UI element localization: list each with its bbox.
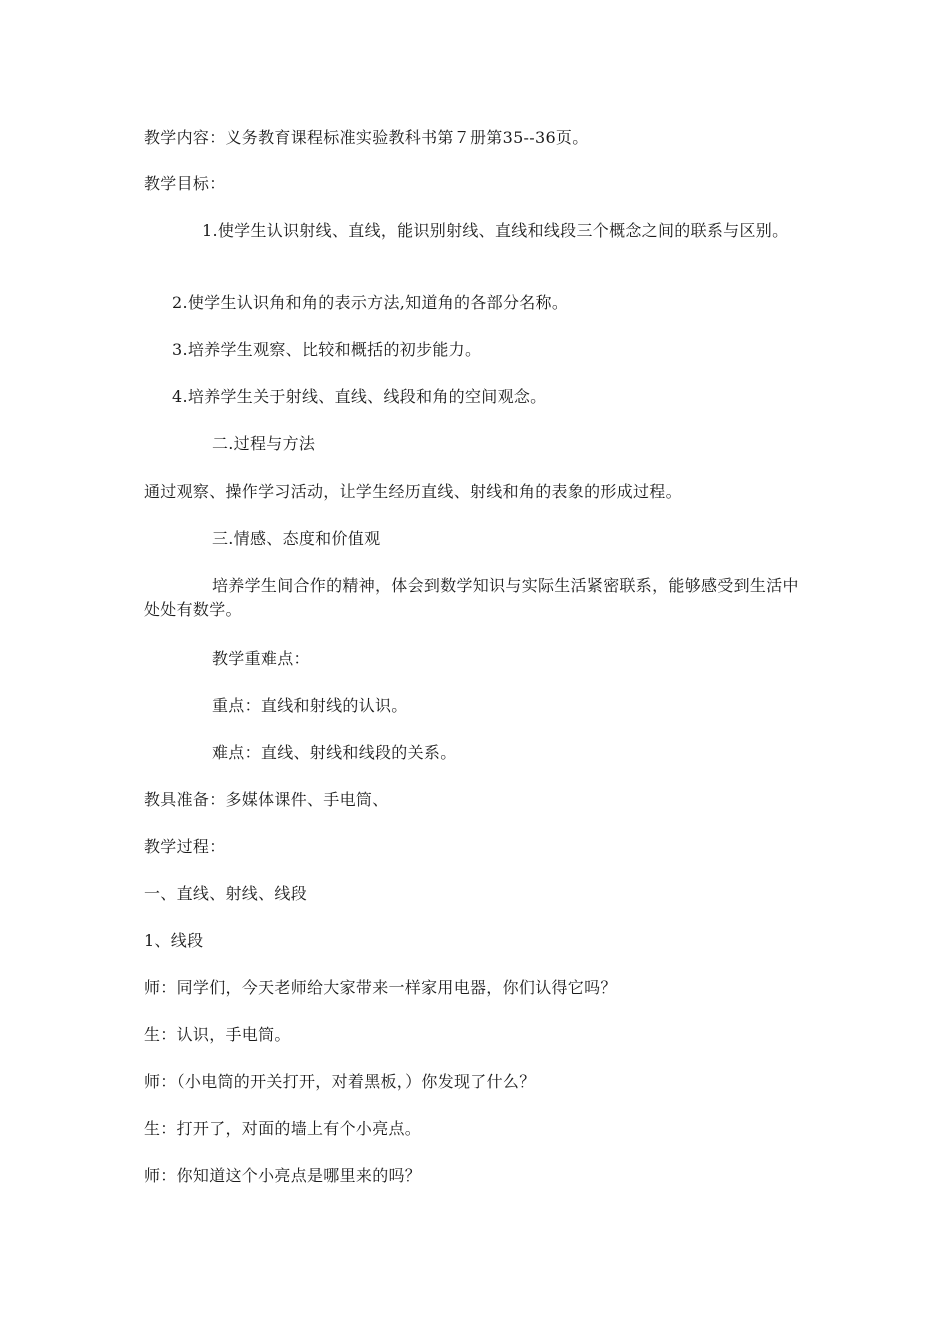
teaching-aids-line: 教具准备：多媒体课件、手电筒、 [144, 790, 389, 809]
dialogue-line: 师：同学们，今天老师给大家带来一样家用电器，你们认得它吗？ [144, 978, 617, 997]
process-method-text: 通过观察、操作学习活动，让学生经历直线、射线和角的表象的形成过程。 [144, 482, 682, 501]
dialogue-line: 生：打开了，对面的墙上有个小亮点。 [144, 1119, 422, 1138]
emotion-attitude-heading: 三.情感、态度和价值观 [212, 529, 381, 548]
teaching-process-heading: 教学过程： [144, 837, 226, 856]
dialogue-line: 师：（小电筒的开关打开，对着黑板，）你发现了什么？ [144, 1072, 536, 1091]
teaching-content-line: 教学内容：义务教育课程标准实验教科书第７册第35--36页。 [144, 128, 589, 147]
goal-item-4: 4.培养学生关于射线、直线、线段和角的空间观念。 [172, 387, 547, 406]
teaching-goals-heading: 教学目标： [144, 174, 226, 193]
goal-item-1: 1.使学生认识射线、直线，能识别射线、直线和线段三个概念之间的联系与区别。 [202, 221, 789, 240]
difficult-point-text: 难点：直线、射线和线段的关系。 [212, 743, 457, 762]
goal-item-3: 3.培养学生观察、比较和概括的初步能力。 [172, 340, 482, 359]
emotion-attitude-text: 培养学生间合作的精神，体会到数学知识与实际生活紧密联系，能够感受到生活中处处有数学。 [144, 576, 799, 619]
dialogue-line: 师：你知道这个小亮点是哪里来的吗？ [144, 1166, 422, 1185]
dialogue-line: 生：认识，手电筒。 [144, 1025, 291, 1044]
goal-item-2: 2.使学生认识角和角的表示方法,知道角的各部分名称。 [172, 293, 569, 312]
section-heading-lines: 一、直线、射线、线段 [144, 884, 308, 903]
key-point-text: 重点：直线和射线的认识。 [212, 696, 408, 715]
process-method-heading: 二.过程与方法 [212, 434, 316, 453]
subsection-heading-segment: 1、线段 [144, 931, 204, 950]
key-difficult-points-heading: 教学重难点： [212, 649, 310, 668]
